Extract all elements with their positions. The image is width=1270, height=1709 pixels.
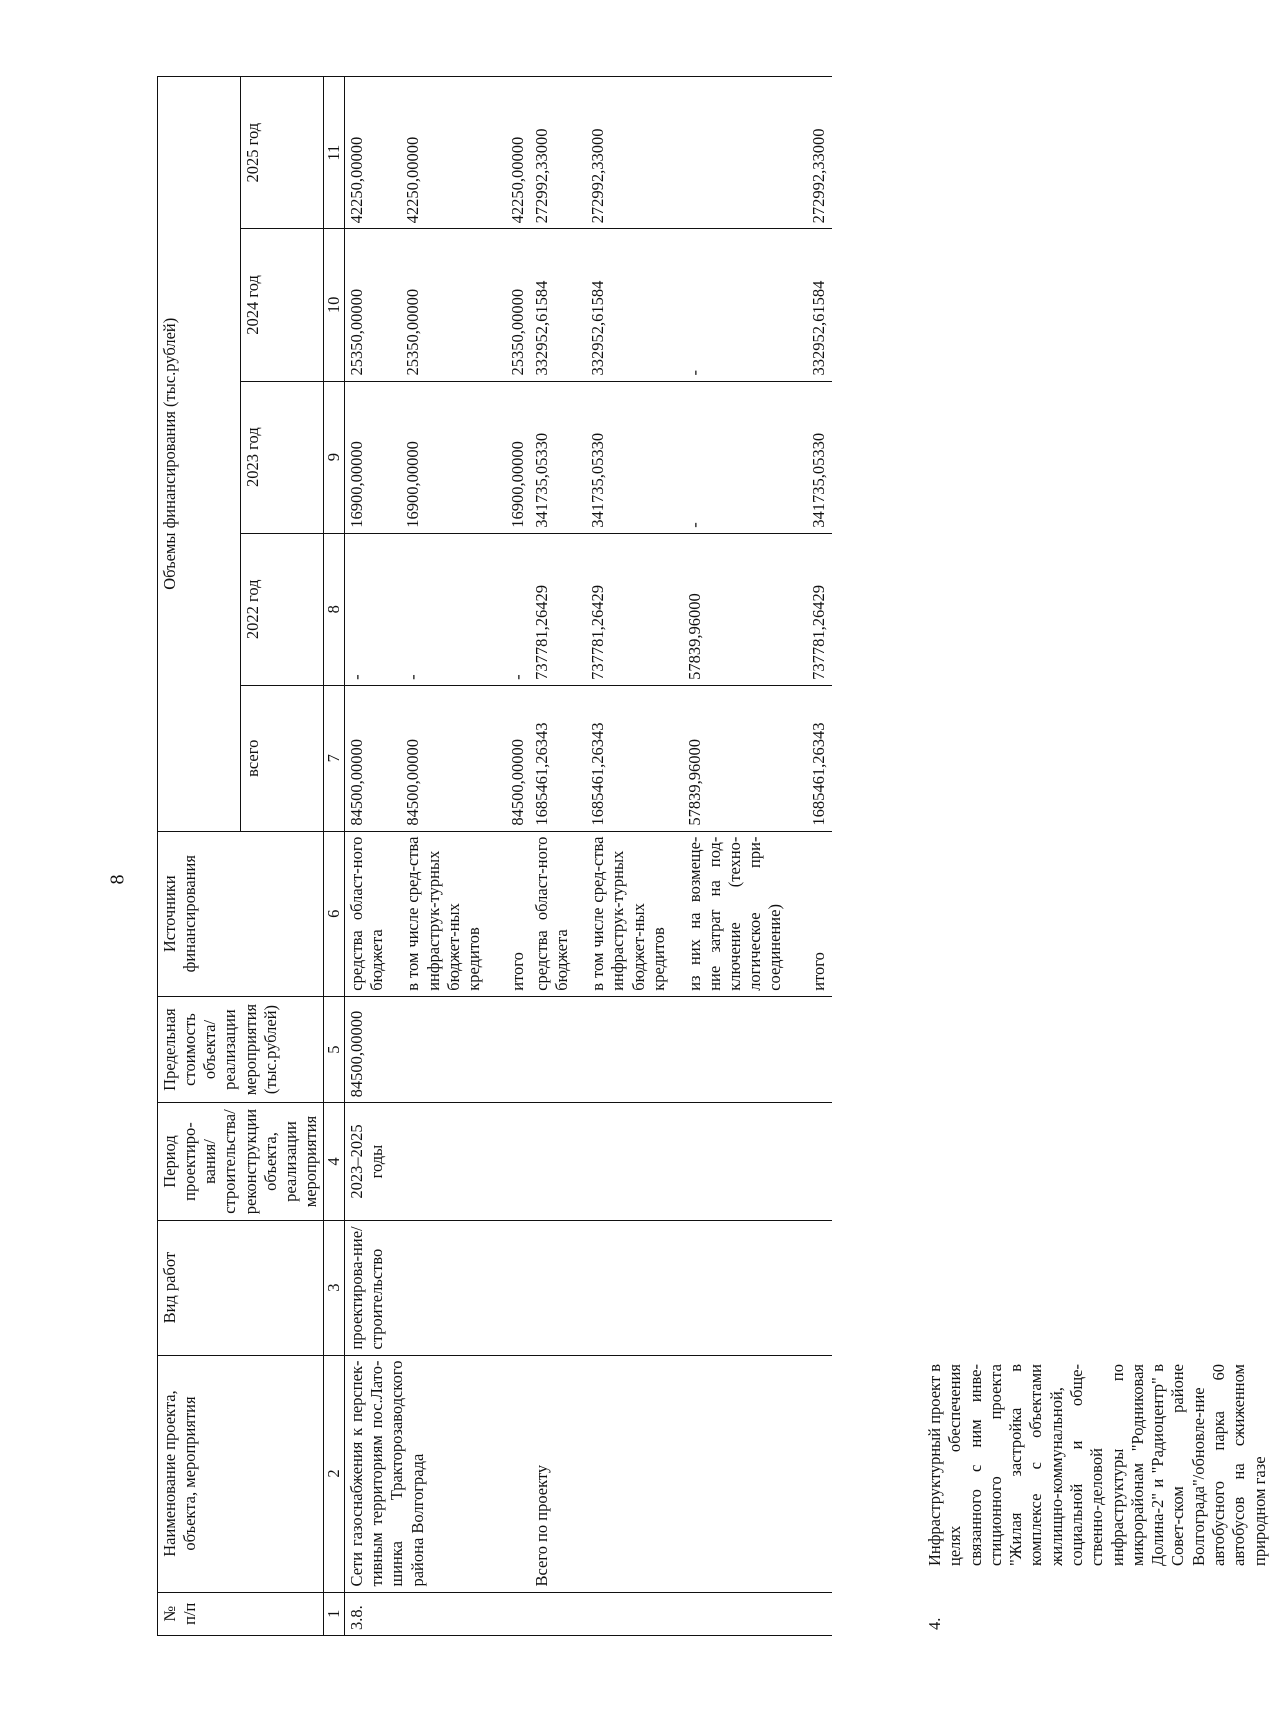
value-cell: 57839,96000 xyxy=(671,685,788,831)
source-cell: в том числе сред-ства инфраструк-турных бюджет-ных кредитов xyxy=(389,831,486,996)
value-cell: 42250,00000 xyxy=(486,77,530,229)
value-cell: 272992,33000 xyxy=(530,77,574,229)
item-work-type: проектирова-ние/строительство xyxy=(345,1220,530,1355)
value-cell: 341735,05330 xyxy=(574,381,671,533)
financing-table xyxy=(157,76,832,1636)
value-cell: 272992,33000 xyxy=(787,77,831,229)
header-2022: 2022 год xyxy=(241,533,324,685)
col-number: 3 xyxy=(324,1220,345,1355)
section-4 xyxy=(925,1036,1270,1636)
value-cell: 737781,26429 xyxy=(530,533,574,685)
header-total: всего xyxy=(241,685,324,831)
source-cell: в том числе сред-ства инфраструк-турных бюджет-ных кредитов xyxy=(574,831,671,996)
value-cell: 42250,00000 xyxy=(389,77,486,229)
value-cell: 57839,96000 xyxy=(671,533,788,685)
section-4-number: 4. xyxy=(925,1617,944,1630)
value-cell: 1685461,26343 xyxy=(787,685,831,831)
source-cell: итого xyxy=(787,831,831,996)
table-row xyxy=(345,77,390,1636)
value-cell: 341735,05330 xyxy=(787,381,831,533)
value-cell: - xyxy=(345,533,390,685)
value-cell: 42250,00000 xyxy=(345,77,390,229)
value-cell xyxy=(671,77,788,229)
value-cell: 272992,33000 xyxy=(574,77,671,229)
value-cell: - xyxy=(486,533,530,685)
col-number: 11 xyxy=(324,77,345,229)
col-number: 10 xyxy=(324,229,345,381)
item-period: 2023–2025 годы xyxy=(345,1103,530,1220)
value-cell: 332952,61584 xyxy=(574,229,671,381)
value-cell: 341735,05330 xyxy=(530,381,574,533)
col-number: 2 xyxy=(324,1355,345,1592)
item-name: Сети газоснабжения к перспек-тивным территориям пос.Лато-шинка Тракторозаводского района Волгограда xyxy=(345,1355,530,1592)
value-cell: 332952,61584 xyxy=(787,229,831,381)
value-cell: 1685461,26343 xyxy=(530,685,574,831)
col-number: 7 xyxy=(324,685,345,831)
section-4-text: Инфраструктурный проект в целях обеспечения связанного с ним инве-стиционного проекта "Жилая застройка в комплексе с объектами жилищно-коммунальной, социальной и обще-ственно-деловой инфраструктуры по микрорайонам "Родниковая Долина-2" и "Радиоцентр" в Совет-ском районе Волгограда"/обновле-ние автобусного парка 60 автобусов на сжиженном природном газе xyxy=(925,1364,1269,1566)
empty-cell xyxy=(530,996,832,1103)
item-number: 3.8. xyxy=(345,1592,530,1635)
header-period: Период проектиро-вания/ строительства/ реконструкции объекта, реализации мероприятия xyxy=(158,1103,324,1220)
source-cell: из них на возмеще-ние затрат на под-ключение (техно-логическое при-соединение) xyxy=(671,831,788,996)
col-number: 8 xyxy=(324,533,345,685)
empty-cell xyxy=(530,1220,832,1355)
column-number-row xyxy=(324,77,345,1636)
value-cell: - xyxy=(389,533,486,685)
value-cell: 16900,00000 xyxy=(486,381,530,533)
col-number: 1 xyxy=(324,1592,345,1635)
value-cell: 25350,00000 xyxy=(345,229,390,381)
page-number: 8 xyxy=(106,874,129,885)
project-total-label: Всего по проекту xyxy=(530,1355,832,1592)
header-2025: 2025 год xyxy=(241,77,324,229)
header-num: № п/п xyxy=(158,1592,324,1635)
value-cell: 84500,00000 xyxy=(345,685,390,831)
header-cost: Предельная стоимость объекта/ реализации мероприятия (тыс.рублей) xyxy=(158,996,324,1103)
header-2024: 2024 год xyxy=(241,229,324,381)
source-cell: средства област-ного бюджета xyxy=(530,831,574,996)
value-cell: - xyxy=(671,381,788,533)
header-name: Наименование проекта, объекта, мероприятия xyxy=(158,1355,324,1592)
table-row xyxy=(530,77,574,1636)
value-cell: 25350,00000 xyxy=(389,229,486,381)
value-cell: 84500,00000 xyxy=(389,685,486,831)
value-cell: 16900,00000 xyxy=(345,381,390,533)
header-2023: 2023 год xyxy=(241,381,324,533)
col-number: 9 xyxy=(324,381,345,533)
header-source: Источники финансирования xyxy=(158,831,324,996)
header-funding-group: Объемы финансирования (тыс.рублей) xyxy=(158,77,241,832)
value-cell: 25350,00000 xyxy=(486,229,530,381)
value-cell: 332952,61584 xyxy=(530,229,574,381)
col-number: 4 xyxy=(324,1103,345,1220)
empty-cell xyxy=(530,1103,832,1220)
source-cell: итого xyxy=(486,831,530,996)
value-cell: - xyxy=(671,229,788,381)
value-cell: 84500,00000 xyxy=(486,685,530,831)
value-cell: 1685461,26343 xyxy=(574,685,671,831)
value-cell: 737781,26429 xyxy=(787,533,831,685)
col-number: 6 xyxy=(324,831,345,996)
source-cell: средства област-ного бюджета xyxy=(345,831,390,996)
header-work: Вид работ xyxy=(158,1220,324,1355)
value-cell: 16900,00000 xyxy=(389,381,486,533)
item-cost: 84500,00000 xyxy=(345,996,530,1103)
value-cell: 737781,26429 xyxy=(574,533,671,685)
empty-cell xyxy=(530,1592,832,1635)
col-number: 5 xyxy=(324,996,345,1103)
